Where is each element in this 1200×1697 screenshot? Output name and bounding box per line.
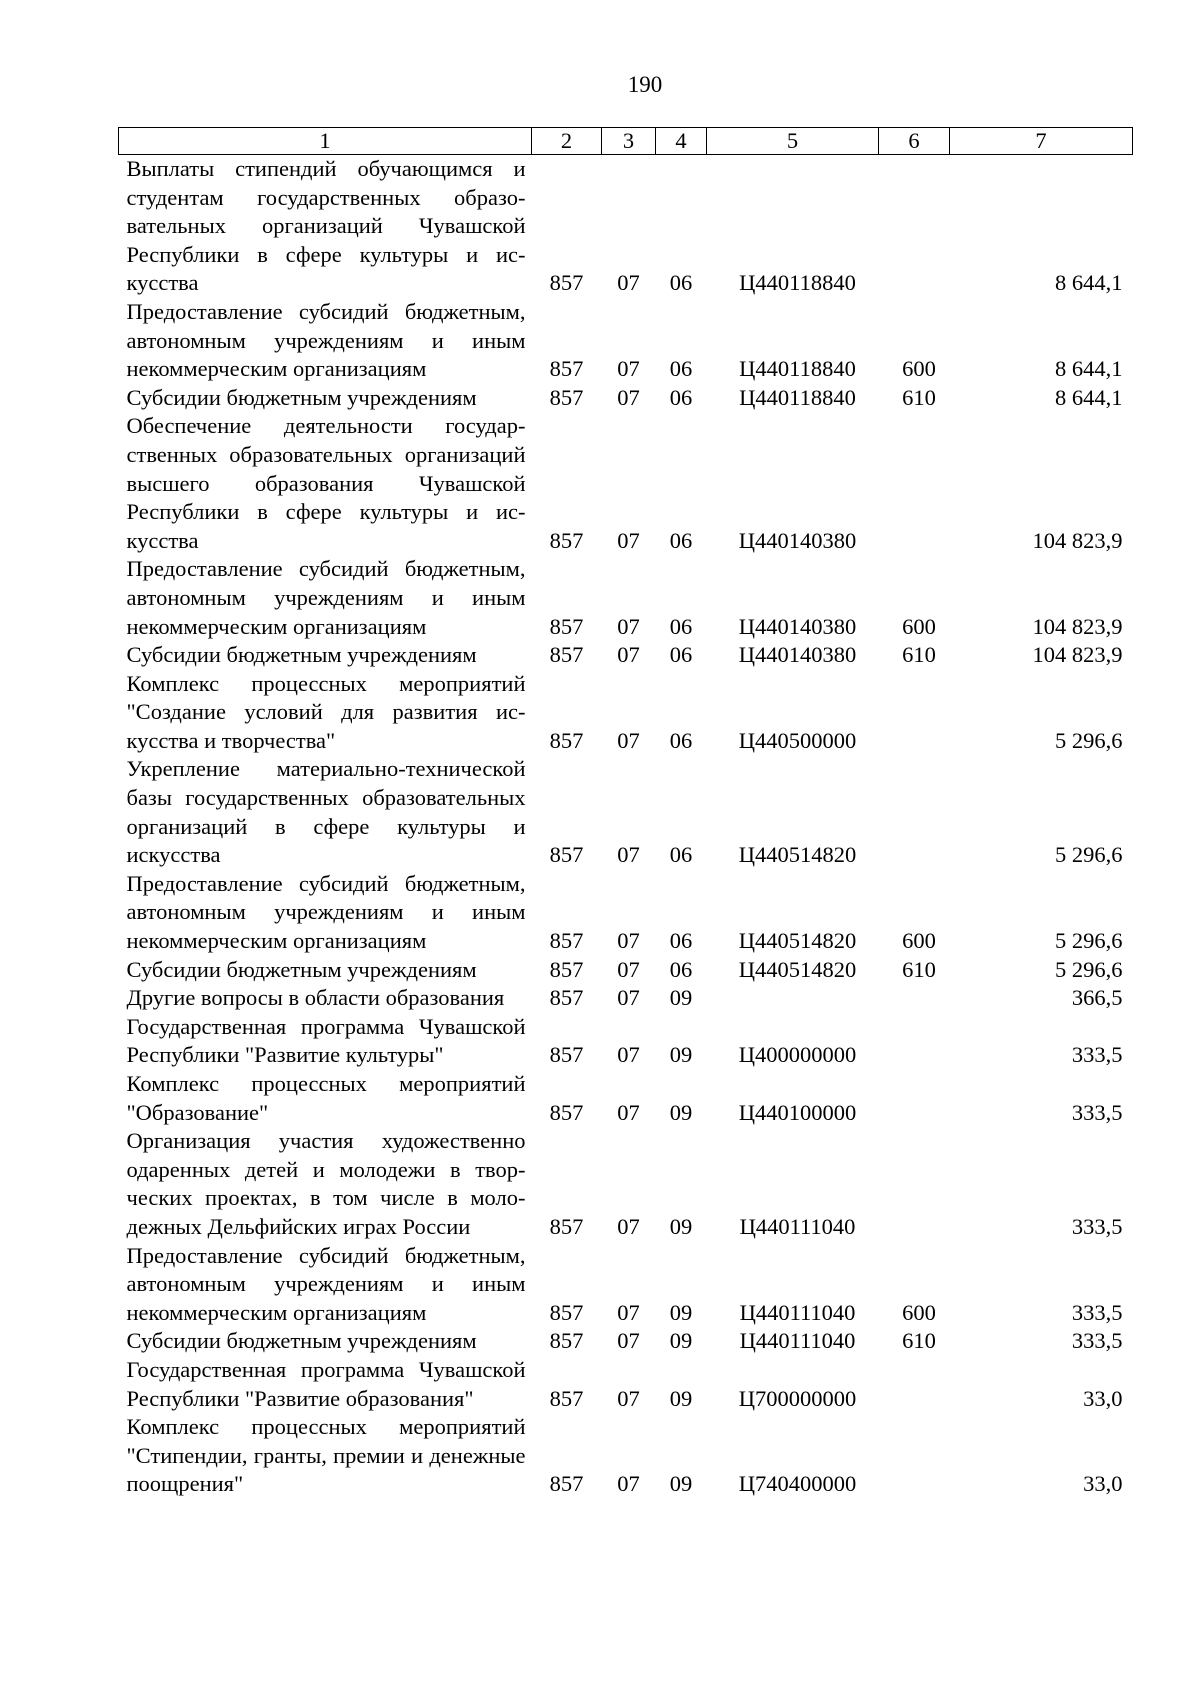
row-rz: 07 xyxy=(617,356,640,382)
row-name: Комплекс процессных мероприятий "Образование" xyxy=(126,1071,526,1125)
table-row xyxy=(119,1127,1133,1241)
row-pr: 09 xyxy=(669,1299,693,1325)
row-pr: 09 xyxy=(669,985,693,1011)
row-name: Субсидии бюджетным учреждениям xyxy=(126,956,477,982)
table-row xyxy=(119,412,1133,555)
row-vr xyxy=(879,1013,950,1070)
row-csr: Ц440514820 xyxy=(738,842,857,868)
row-sum: 5 296,6 xyxy=(1055,956,1123,982)
row-csr: Ц440118840 xyxy=(739,384,856,410)
row-vr: 600 xyxy=(902,356,936,382)
row-sum: 104 823,9 xyxy=(1032,527,1123,553)
row-pr: 06 xyxy=(669,642,693,668)
row-rz: 07 xyxy=(617,1385,640,1411)
table-row xyxy=(119,755,1133,869)
header-col-1: 1 xyxy=(119,128,532,155)
row-rz: 07 xyxy=(617,1213,640,1239)
row-pr: 09 xyxy=(669,1042,693,1068)
row-name: Государственная программа Чувашской Республики "Развитие образования" xyxy=(126,1356,526,1411)
row-csr: Ц440140380 xyxy=(738,642,857,668)
row-name: Выплаты стипендий обучающимся и студентам государственных образовательных организаций Чувашской Республики в сфере культуры и искусства xyxy=(126,156,526,296)
row-name: Предоставление субсидий бюджетным, автономным учреждениям и иным некоммерческим организациям xyxy=(126,556,526,639)
row-name: Организация участия художественно одаренных детей и молодежи в творческих проектах, в том числе в молодежных Дельфийских играх России xyxy=(126,1128,526,1239)
header-col-7: 7 xyxy=(950,128,1133,155)
row-vr: 600 xyxy=(902,613,936,639)
row-rz: 07 xyxy=(617,1328,640,1354)
row-name: Субсидии бюджетным учреждениям xyxy=(126,384,477,410)
row-pr: 09 xyxy=(669,1213,693,1239)
table-row xyxy=(119,870,1133,956)
row-name: Предоставление субсидий бюджетным, автономным учреждениям и иным некоммерческим организациям xyxy=(126,1242,526,1325)
row-name: Комплекс процессных мероприятий "Создание условий для развития искусства и творчества" xyxy=(126,670,526,753)
table-row xyxy=(119,298,1133,384)
row-gr: 857 xyxy=(549,1299,584,1325)
row-csr: Ц440100000 xyxy=(738,1099,857,1125)
budget-table xyxy=(118,127,1133,1499)
row-name: Обеспечение деятельности государственных образовательных организаций высшего образования Чувашской Республики в сфере культуры и искусства xyxy=(126,413,526,553)
row-rz: 07 xyxy=(617,1471,640,1497)
row-sum: 5 296,6 xyxy=(1055,727,1123,753)
page-number: 190 xyxy=(627,72,663,97)
row-gr: 857 xyxy=(549,356,584,382)
row-sum: 33,0 xyxy=(1083,1471,1123,1497)
table-header xyxy=(119,128,1133,155)
row-sum: 366,5 xyxy=(1071,985,1123,1011)
row-name: Субсидии бюджетным учреждениям xyxy=(126,1328,477,1354)
row-csr: Ц440118840 xyxy=(739,356,856,382)
row-sum: 333,5 xyxy=(1071,1213,1123,1239)
row-rz: 07 xyxy=(617,1299,640,1325)
row-gr: 857 xyxy=(549,956,584,982)
row-vr xyxy=(879,984,950,1013)
row-gr: 857 xyxy=(549,270,584,296)
header-col-2: 2 xyxy=(532,128,602,155)
row-pr: 06 xyxy=(669,956,693,982)
row-name: Комплекс процессных мероприятий "Стипендии, гранты, премии и денежные поощрения" xyxy=(126,1414,526,1497)
table-row xyxy=(119,555,1133,641)
row-pr: 06 xyxy=(669,928,693,954)
table-row xyxy=(119,155,1133,298)
row-gr: 857 xyxy=(549,1099,584,1125)
row-vr xyxy=(879,155,950,298)
row-sum: 333,5 xyxy=(1071,1099,1123,1125)
row-sum: 104 823,9 xyxy=(1032,642,1123,668)
table-row xyxy=(119,1242,1133,1328)
table-row xyxy=(119,1327,1133,1356)
row-rz: 07 xyxy=(617,1042,640,1068)
row-sum: 104 823,9 xyxy=(1032,613,1123,639)
row-csr: Ц440140380 xyxy=(738,527,857,553)
row-pr: 09 xyxy=(669,1099,693,1125)
row-sum: 333,5 xyxy=(1071,1328,1123,1354)
row-gr: 857 xyxy=(549,384,584,410)
row-rz: 07 xyxy=(617,956,640,982)
row-sum: 5 296,6 xyxy=(1055,842,1123,868)
row-vr xyxy=(879,412,950,555)
row-vr xyxy=(879,1413,950,1499)
row-pr: 06 xyxy=(669,270,693,296)
row-sum: 8 644,1 xyxy=(1055,270,1123,296)
row-pr: 09 xyxy=(669,1328,693,1354)
row-rz: 07 xyxy=(617,985,640,1011)
row-pr: 06 xyxy=(669,527,693,553)
row-pr: 06 xyxy=(669,727,693,753)
row-csr: Ц740400000 xyxy=(738,1471,857,1497)
row-sum: 5 296,6 xyxy=(1055,928,1123,954)
row-csr xyxy=(707,984,879,1013)
table-row xyxy=(119,984,1133,1013)
row-pr: 06 xyxy=(669,842,693,868)
row-rz: 07 xyxy=(617,270,640,296)
row-vr: 600 xyxy=(902,928,936,954)
row-vr xyxy=(879,755,950,869)
row-gr: 857 xyxy=(549,985,584,1011)
row-gr: 857 xyxy=(549,1471,584,1497)
row-name: Субсидии бюджетным учреждениям xyxy=(126,642,477,668)
header-col-6: 6 xyxy=(879,128,950,155)
row-csr: Ц440111040 xyxy=(739,1299,856,1325)
row-gr: 857 xyxy=(549,1213,584,1239)
row-vr xyxy=(879,1127,950,1241)
row-sum: 333,5 xyxy=(1071,1042,1123,1068)
row-pr: 09 xyxy=(669,1385,693,1411)
row-csr: Ц440118840 xyxy=(739,270,856,296)
row-rz: 07 xyxy=(617,842,640,868)
row-gr: 857 xyxy=(549,1328,584,1354)
row-gr: 857 xyxy=(549,1385,584,1411)
table-row xyxy=(119,1070,1133,1127)
row-vr: 610 xyxy=(902,384,936,410)
row-name: Государственная программа Чувашской Республики "Развитие культуры" xyxy=(126,1013,526,1068)
row-rz: 07 xyxy=(617,727,640,753)
table-row xyxy=(119,1413,1133,1499)
row-pr: 06 xyxy=(669,384,693,410)
table-row xyxy=(119,641,1133,670)
table-row xyxy=(119,956,1133,985)
row-gr: 857 xyxy=(549,727,584,753)
row-csr: Ц440500000 xyxy=(738,727,857,753)
row-name: Предоставление субсидий бюджетным, автономным учреждениям и иным некоммерческим организациям xyxy=(126,870,526,954)
row-vr xyxy=(879,1356,950,1413)
header-col-5: 5 xyxy=(707,128,879,155)
row-vr: 610 xyxy=(902,642,936,668)
row-rz: 07 xyxy=(617,613,640,639)
row-csr: Ц440514820 xyxy=(738,928,857,954)
table-row xyxy=(119,384,1133,413)
row-gr: 857 xyxy=(549,1042,584,1068)
header-row xyxy=(119,128,1133,155)
table-body xyxy=(119,155,1133,1499)
row-rz: 07 xyxy=(617,384,640,410)
row-name: Другие вопросы в области образования xyxy=(126,985,505,1011)
row-vr: 600 xyxy=(902,1299,936,1325)
row-vr xyxy=(879,1070,950,1127)
row-rz: 07 xyxy=(617,527,640,553)
row-vr: 610 xyxy=(902,1328,936,1354)
row-gr: 857 xyxy=(549,928,584,954)
row-name: Укрепление материально-технической базы государственных образовательных организаций в сфере культуры и искусства xyxy=(126,756,526,868)
row-vr xyxy=(879,670,950,756)
row-rz: 07 xyxy=(617,1099,640,1125)
row-csr: Ц440111040 xyxy=(739,1328,856,1354)
row-sum: 33,0 xyxy=(1083,1385,1123,1411)
row-gr: 857 xyxy=(549,642,584,668)
header-col-4: 4 xyxy=(656,128,707,155)
row-csr: Ц440111040 xyxy=(739,1213,856,1239)
row-pr: 09 xyxy=(669,1471,693,1497)
row-pr: 06 xyxy=(669,356,693,382)
row-csr: Ц400000000 xyxy=(738,1042,857,1068)
row-gr: 857 xyxy=(549,613,584,639)
header-col-3: 3 xyxy=(602,128,656,155)
row-rz: 07 xyxy=(617,928,640,954)
row-csr: Ц440140380 xyxy=(738,613,857,639)
row-gr: 857 xyxy=(549,527,584,553)
row-csr: Ц700000000 xyxy=(738,1385,857,1411)
row-pr: 06 xyxy=(669,613,693,639)
row-name: Предоставление субсидий бюджетным, автономным учреждениям и иным некоммерческим организациям xyxy=(126,298,526,382)
row-sum: 8 644,1 xyxy=(1055,356,1123,382)
table-row xyxy=(119,1013,1133,1070)
row-gr: 857 xyxy=(549,842,584,868)
row-rz: 07 xyxy=(617,642,640,668)
table-row xyxy=(119,1356,1133,1413)
row-sum: 8 644,1 xyxy=(1055,384,1123,410)
row-vr: 610 xyxy=(902,956,936,982)
row-csr: Ц440514820 xyxy=(738,956,857,982)
row-sum: 333,5 xyxy=(1071,1299,1123,1325)
table-row xyxy=(119,670,1133,756)
